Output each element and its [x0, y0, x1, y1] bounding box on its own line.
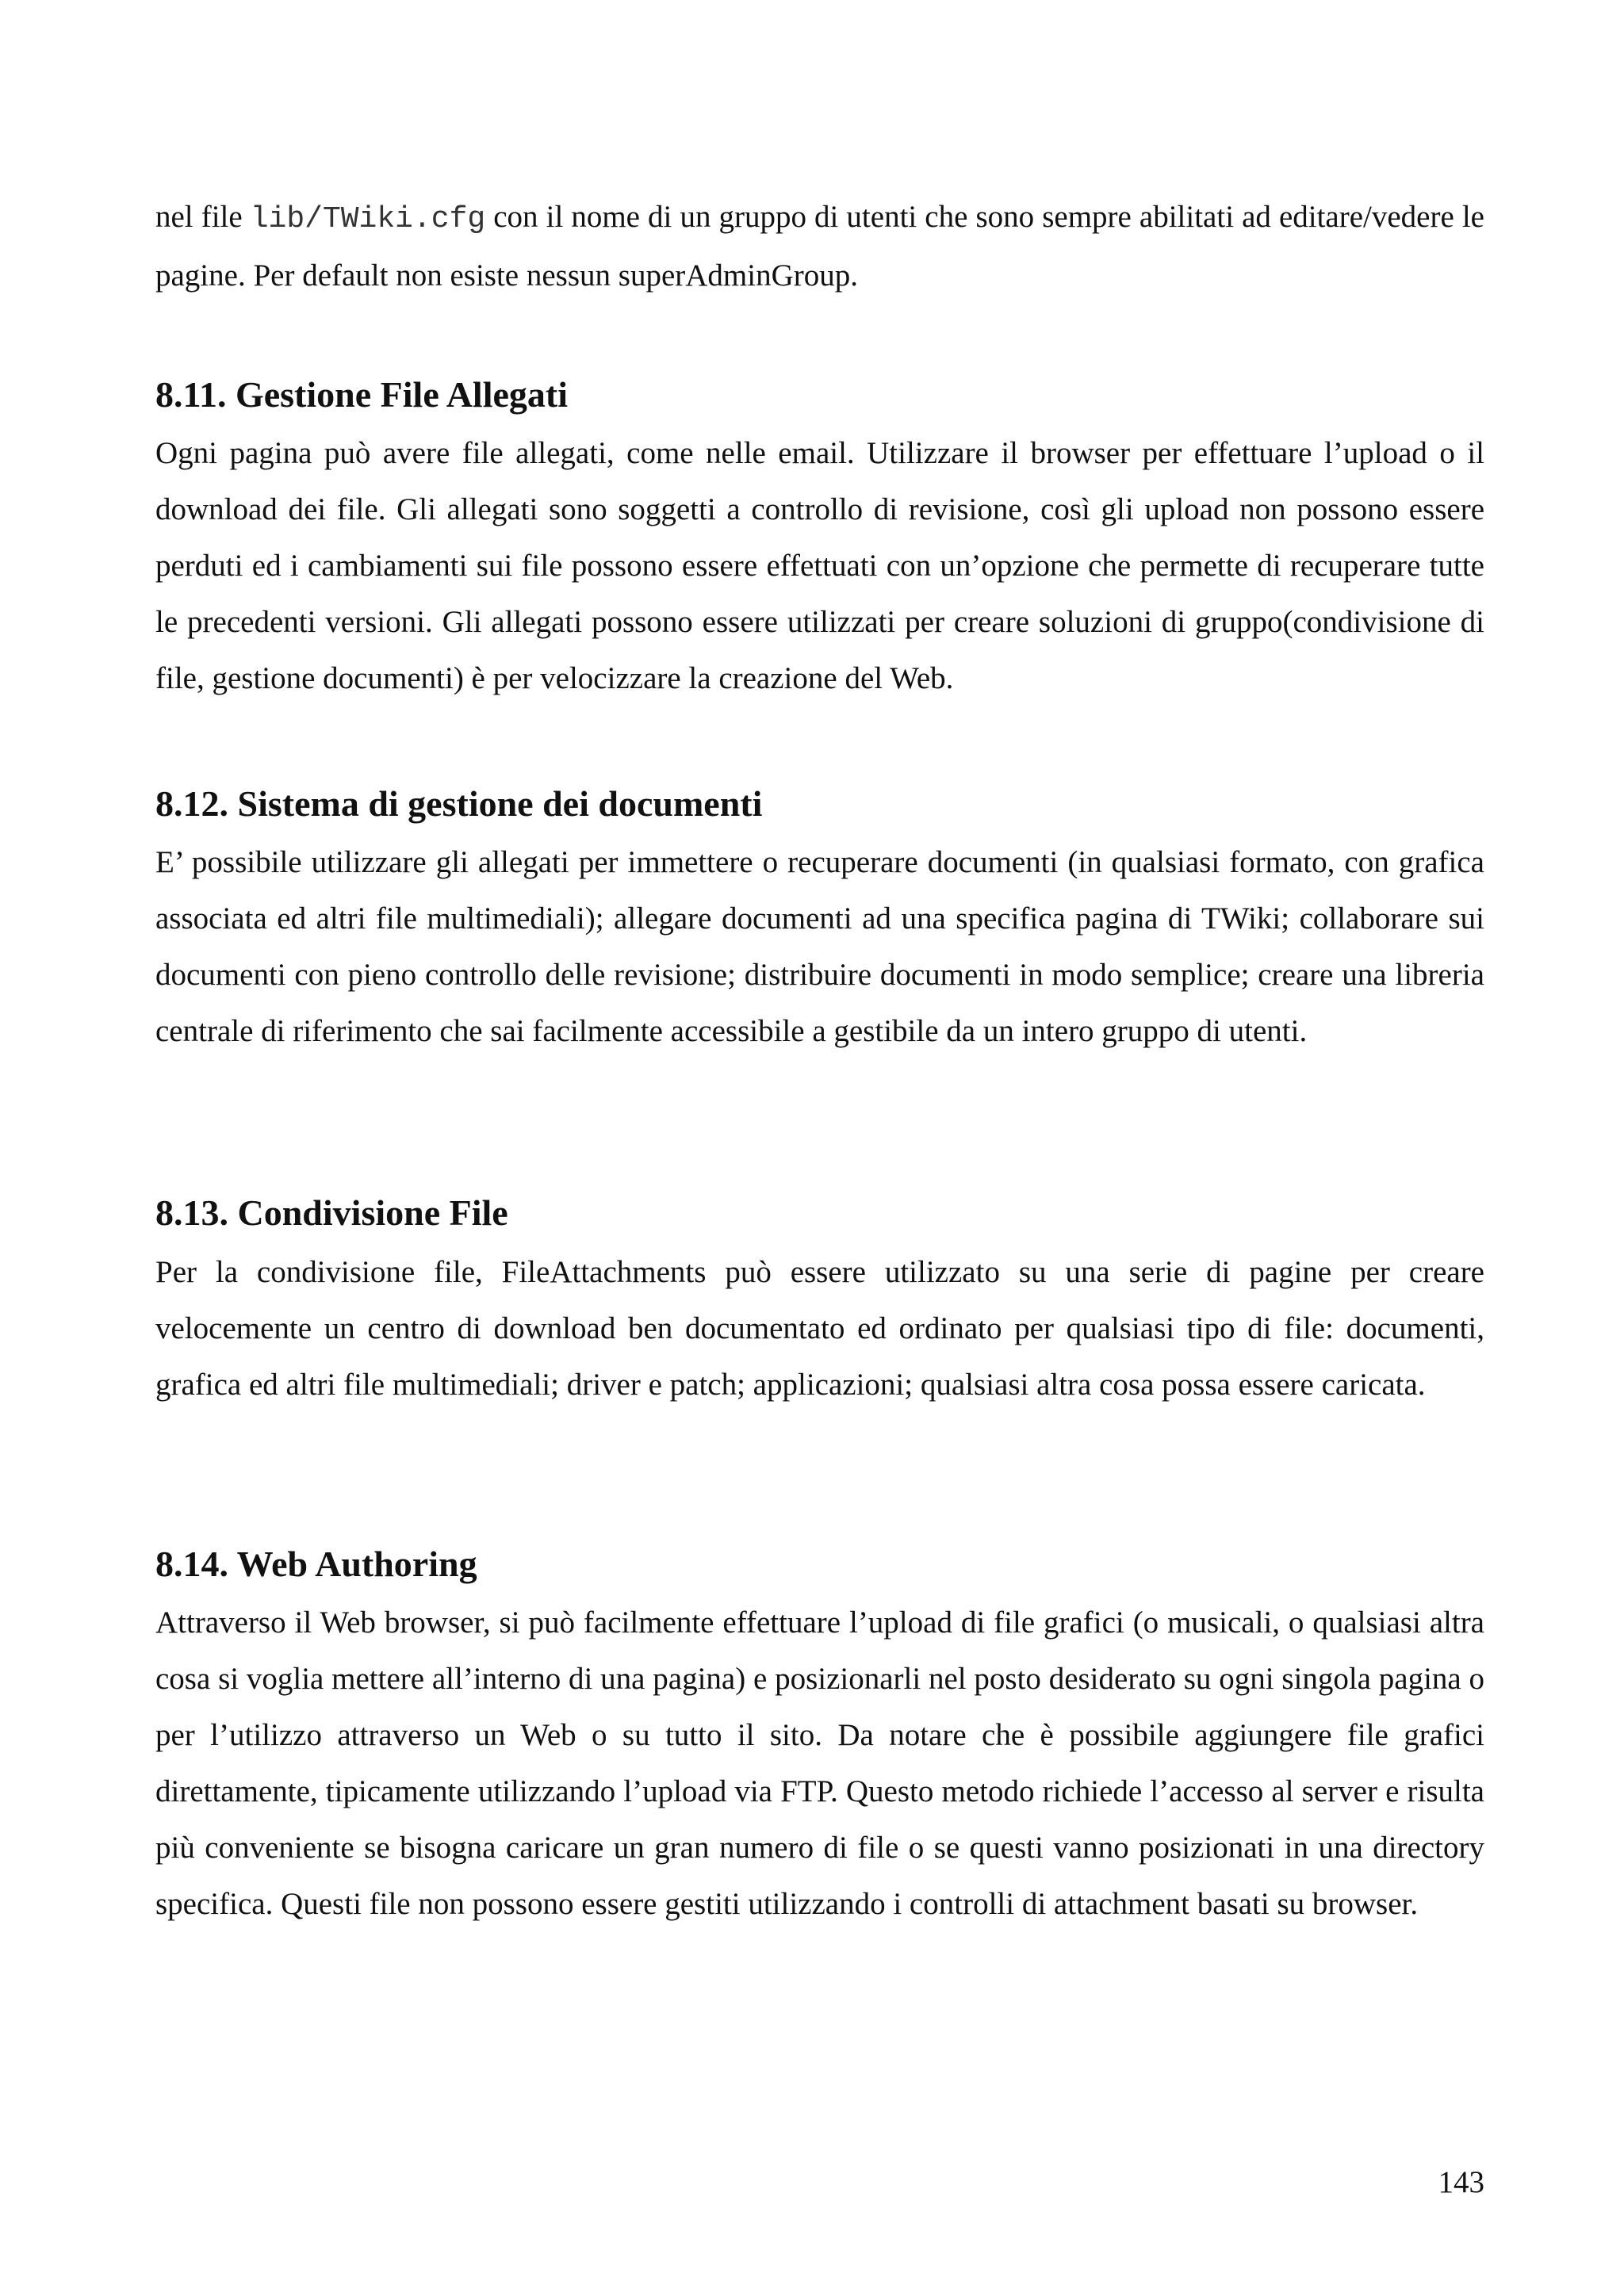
section-heading-8-12: 8.12. Sistema di gestione dei documenti	[155, 783, 763, 824]
section-heading-8-11: 8.11. Gestione File Allegati	[155, 374, 568, 415]
section-heading-8-13: 8.13. Condivisione File	[155, 1192, 508, 1233]
section-body-8-11: Ogni pagina può avere file allegati, come nelle email. Utilizzare il browser per effettuare l’upload o il download dei file. Gli allegati sono soggetti a controllo di revisione, così gli upload non possono essere perduti ed i cambiamenti sui file possono essere effettuati con un’opzione che permette di recuperare tutte le precedenti versioni. Gli allegati possono essere utilizzati per creare soluzioni di gruppo(condivisione di file, gestione documenti) è per velocizzare la creazione del Web.	[155, 436, 1484, 695]
section-body-8-14: Attraverso il Web browser, si può facilmente effettuare l’upload di file grafici (o musicali, o qualsiasi altra cosa si voglia mettere all’interno di una pagina) e posizionarli nel posto desiderato su ogni singola pagina o per l’utilizzo attraverso un Web o su tutto il sito. Da notare che è possibile aggiungere file grafici direttamente, tipicamente utilizzando l’upload via FTP. Questo metodo richiede l’accesso al server e risulta più conveniente se bisogna caricare un gran numero di file o se questi vanno posizionati in una directory specifica. Questi file non possono essere gestiti utilizzando i controlli di attachment basati su browser.	[155, 1605, 1484, 1921]
intro-prefix: nel file	[155, 200, 243, 234]
section-body-8-13: Per la condivisione file, FileAttachments può essere utilizzato su una serie di pagine per creare velocemente un centro di download ben documentato ed ordinato per qualsiasi tipo di file: documenti, grafica ed altri file multimediali; driver e patch; applicazioni; qualsiasi altra cosa possa essere caricata.	[155, 1255, 1484, 1402]
config-file-path: lib/TWiki.cfg	[250, 202, 486, 236]
document-page	[155, 0, 1484, 2296]
intro-paragraph	[155, 189, 1484, 304]
page-number: 143	[1438, 2165, 1484, 2199]
intro-suffix: con il nome di un gruppo di utenti che sono sempre abilitati ad editare/vedere le pagine. Per default non esiste nessun superAdminGroup.	[155, 200, 1484, 293]
section-body-8-12: E’ possibile utilizzare gli allegati per immettere o recuperare documenti (in qualsiasi formato, con grafica associata ed altri file multimediali); allegare documenti ad una specifica pagina di TWiki; collaborare sui documenti con pieno controllo delle revisione; distribuire documenti in modo semplice; creare una libreria centrale di riferimento che sai facilmente accessibile a gestibile da un intero gruppo di utenti.	[155, 845, 1484, 1048]
section-heading-8-14: 8.14. Web Authoring	[155, 1544, 477, 1584]
